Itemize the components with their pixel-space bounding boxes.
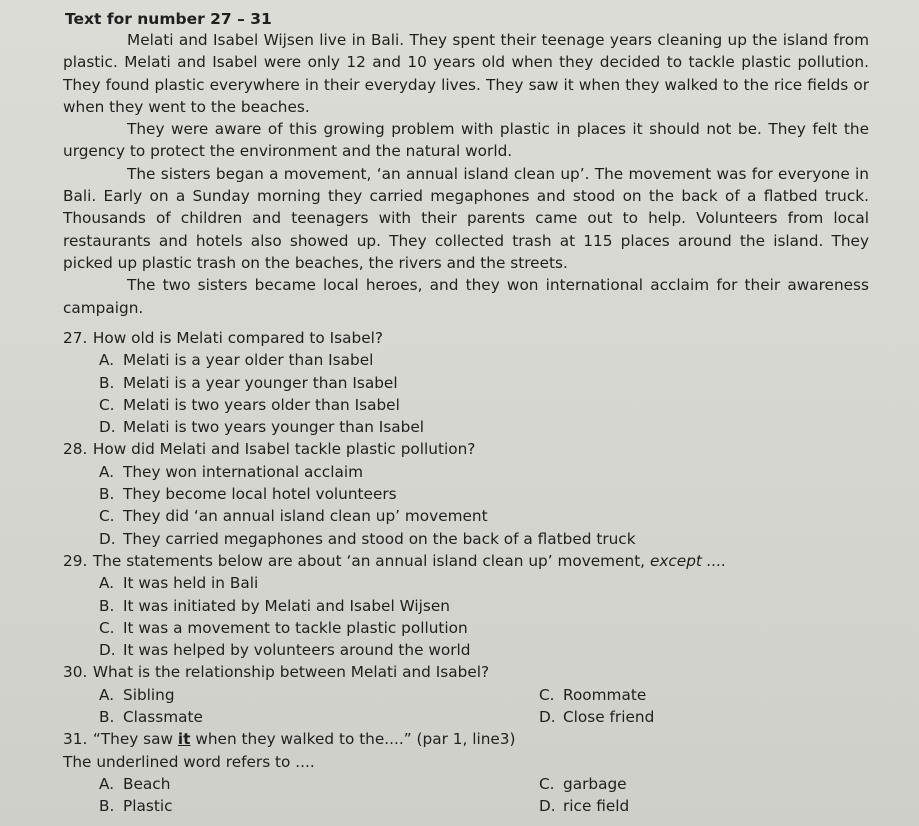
option-letter: D. <box>99 529 116 548</box>
options-31-row-2 <box>63 795 883 817</box>
option-text: They did ‘an annual island clean up’ movement <box>123 507 488 526</box>
option-letter: D. <box>539 797 556 816</box>
option-27-b[interactable] <box>63 372 883 394</box>
option-text: Sibling <box>123 685 175 704</box>
option-29-b[interactable] <box>63 595 883 617</box>
question-text-except: except .... <box>649 551 727 570</box>
option-letter: B. <box>99 596 115 615</box>
option-30-d[interactable] <box>539 706 654 728</box>
question-number: 31. <box>63 730 88 749</box>
option-letter: B. <box>99 485 115 504</box>
option-31-c[interactable] <box>539 773 627 795</box>
option-31-b[interactable] <box>99 795 172 817</box>
option-text: Classmate <box>123 708 203 727</box>
option-28-c[interactable] <box>63 505 883 527</box>
question-list <box>63 327 883 818</box>
option-27-a[interactable] <box>63 349 883 371</box>
option-letter: B. <box>99 708 115 727</box>
option-28-d[interactable] <box>63 528 883 550</box>
option-28-b[interactable] <box>63 483 883 505</box>
option-text: Plastic <box>123 797 173 816</box>
option-letter: A. <box>99 685 115 704</box>
question-text: How did Melati and Isabel tackle plastic pollution? <box>92 440 476 459</box>
passage-paragraph-2: They were aware of this growing problem with plastic in places it should not be. They felt the urgency to protect the environment and the natural world. <box>63 120 869 161</box>
option-letter: A. <box>99 462 115 481</box>
option-letter: C. <box>539 685 555 704</box>
options-31-row-1 <box>63 773 883 795</box>
question-number: 29. <box>63 551 88 570</box>
option-letter: C. <box>539 774 555 793</box>
option-text: rice field <box>563 797 630 816</box>
option-28-a[interactable] <box>63 461 883 483</box>
option-text: garbage <box>563 774 627 793</box>
option-text: Melati is two years older than Isabel <box>123 395 400 414</box>
option-letter: C. <box>99 395 115 414</box>
question-27 <box>63 327 883 349</box>
option-letter: B. <box>99 373 115 392</box>
question-30 <box>63 661 883 683</box>
passage-paragraph-1: Melati and Isabel Wijsen live in Bali. They spent their teenage years cleaning up the island from plastic. Melati and Isabel were only 12 and 10 years old when they decided to tackle plastic pollution. They found plastic everywhere in their everyday lives. They saw it when they walked to the rice fields or when they went to the beaches. <box>63 31 869 116</box>
option-text: Melati is a year older than Isabel <box>123 351 374 370</box>
question-29 <box>63 550 883 572</box>
options-30-row-1 <box>63 684 883 706</box>
question-28 <box>63 438 883 460</box>
question-number: 30. <box>63 663 88 682</box>
option-letter: D. <box>539 708 556 727</box>
option-text: It was helped by volunteers around the world <box>123 641 471 660</box>
question-text-after: when they walked to the....” (par 1, line3) <box>195 730 516 749</box>
question-31 <box>63 728 883 750</box>
question-text: What is the relationship between Melati and Isabel? <box>92 663 490 682</box>
underlined-word: it <box>177 730 191 749</box>
option-27-c[interactable] <box>63 394 883 416</box>
option-text: Close friend <box>563 708 655 727</box>
question-text: The statements below are about ‘an annual island clean up’ movement, <box>92 551 646 570</box>
question-text-before: “They saw <box>92 730 174 749</box>
option-text: Melati is a year younger than Isabel <box>123 373 398 392</box>
question-31-subtext: The underlined word refers to .... <box>63 752 315 771</box>
option-text: They become local hotel volunteers <box>123 485 397 504</box>
option-letter: D. <box>99 641 116 660</box>
passage-paragraph-3: The sisters began a movement, ‘an annual island clean up’. The movement was for everyone in Bali. Early on a Sunday morning they carried megaphones and stood on the back of a flatbed truck. Thousands of children and teenagers with their parents came out to help. Volunteers from local restaurants and hotels also showed up. They collected trash at 115 places around the island. They picked up plastic trash on the beaches, the rivers and the streets. <box>63 164 869 272</box>
option-letter: A. <box>99 574 115 593</box>
option-text: It was initiated by Melati and Isabel Wijsen <box>123 596 450 615</box>
options-30-row-2 <box>63 706 883 728</box>
option-30-b[interactable] <box>99 706 203 728</box>
passage-paragraph-4: The two sisters became local heroes, and they won international acclaim for their awareness campaign. <box>63 276 869 317</box>
question-text: How old is Melati compared to Isabel? <box>92 329 383 347</box>
option-letter: D. <box>99 418 116 437</box>
question-number: 28. <box>63 440 88 459</box>
option-letter: C. <box>99 507 115 526</box>
option-text: They won international acclaim <box>123 462 363 481</box>
option-text: Beach <box>123 774 171 793</box>
option-30-a[interactable] <box>99 684 175 706</box>
option-text: Roommate <box>563 685 647 704</box>
option-31-d[interactable] <box>539 795 629 817</box>
option-29-d[interactable] <box>63 639 883 661</box>
option-letter: C. <box>99 618 115 637</box>
option-letter: A. <box>99 774 115 793</box>
question-number: 27. <box>63 329 88 347</box>
option-text: Melati is two years younger than Isabel <box>123 418 425 437</box>
option-text: They carried megaphones and stood on the back of a flatbed truck <box>123 529 636 548</box>
option-27-d[interactable] <box>63 416 883 438</box>
option-31-a[interactable] <box>99 773 170 795</box>
option-29-a[interactable] <box>63 572 883 594</box>
option-text: It was held in Bali <box>123 574 259 593</box>
option-letter: A. <box>99 351 115 370</box>
option-29-c[interactable] <box>63 617 883 639</box>
option-30-c[interactable] <box>539 684 646 706</box>
option-letter: B. <box>99 797 115 816</box>
section-title: Text for number 27 – 31 <box>65 10 272 28</box>
reading-passage <box>63 29 869 319</box>
option-text: It was a movement to tackle plastic pollution <box>123 618 468 637</box>
